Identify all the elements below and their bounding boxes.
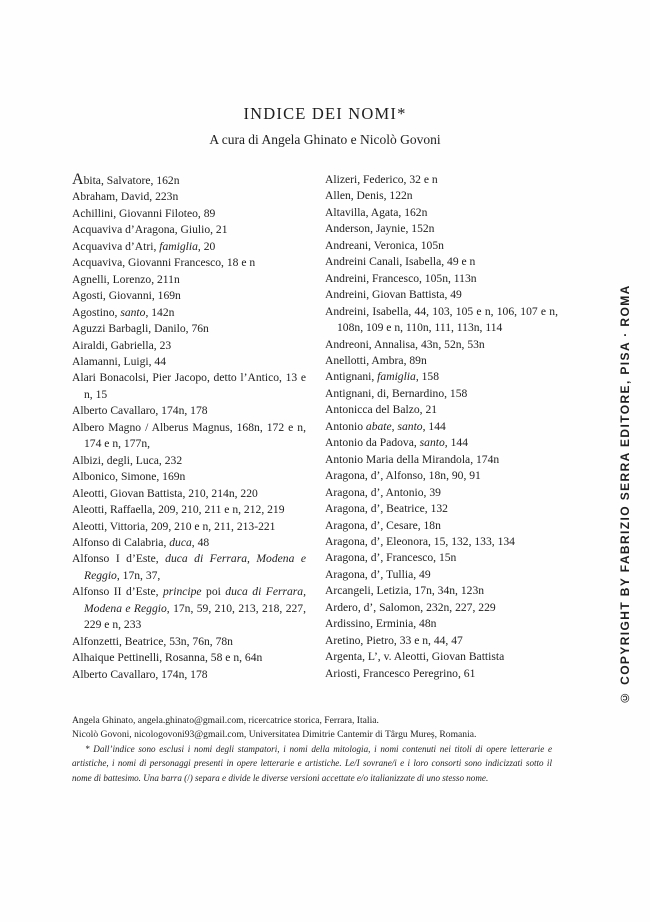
entry-text: Andreini Canali, Isabella, 49 e n <box>325 255 476 269</box>
index-entry <box>325 172 558 188</box>
entry-text: Alfonso II d’Este, <box>72 585 163 599</box>
entry-text: Allen, Denis, 122n <box>325 189 413 203</box>
index-entry <box>325 666 558 682</box>
index-entry <box>72 354 306 370</box>
entry-text: Anderson, Jaynie, 152n <box>325 222 435 236</box>
index-entry <box>325 238 558 254</box>
entry-italic-text: principe <box>162 585 202 599</box>
entry-text: Aragona, d’, Alfonso, 18n, 90, 91 <box>325 469 481 483</box>
entry-text: Aragona, d’, Cesare, 18n <box>325 518 441 532</box>
entry-text: , <box>391 419 398 433</box>
entry-text: Agostino, <box>72 305 121 319</box>
index-entry <box>72 305 306 321</box>
entry-text: Acquaviva d’Aragona, Giulio, 21 <box>72 223 228 237</box>
entry-text: Albonico, Simone, 169n <box>72 470 186 484</box>
index-entry <box>325 452 558 468</box>
entry-text: , 20 <box>197 239 216 253</box>
footnote-text-end: ) separa e divide le diverse versioni accettate e/o italianizzate di uno stesso nome. <box>189 772 489 783</box>
index-entry <box>325 649 558 665</box>
entry-text: , 144 <box>444 436 468 450</box>
entry-text: Aragona, d’, Beatrice, 132 <box>325 502 448 516</box>
index-entry <box>325 485 558 501</box>
entry-text: Antignani, <box>325 370 378 384</box>
index-entry <box>72 535 306 551</box>
index-entry <box>72 650 306 666</box>
entry-text: Aguzzi Barbagli, Danilo, 76n <box>72 322 209 336</box>
index-entry <box>72 519 306 535</box>
entry-text: Andreani, Veronica, 105n <box>325 238 444 252</box>
entry-text: Altavilla, Agata, 162n <box>325 205 428 219</box>
footnote-text-start: * Dall’indice sono esclusi i nomi degli stampatori, i nomi della mitologia, i nomi contenuti nei titoli di opere letterarie e artistiche, i nomi di personaggi presenti in opere letterarie e artistiche. Le/I sovrane/i e i loro consorti sono indicizzati sotto il nome di battesimo. Una barra ( <box>72 744 552 783</box>
entry-text: Aragona, d’, Eleonora, 15, 132, 133, 134 <box>325 534 515 548</box>
entry-text: , 144 <box>422 419 446 433</box>
index-entry <box>72 469 306 485</box>
entry-text: , 17n, 37, <box>116 568 161 582</box>
index-entry <box>72 584 306 633</box>
index-entry <box>325 254 558 270</box>
entry-text: Acquaviva, Giovanni Francesco, 18 e n <box>72 256 256 270</box>
entry-italic-text: abate <box>365 419 392 433</box>
index-column-left <box>72 172 306 683</box>
entry-text: Airaldi, Gabriella, 23 <box>72 338 172 352</box>
entry-italic-text: duca di Ferrara, Modena e Reggio <box>84 552 306 582</box>
copyright-side-label: © COPYRIGHT BY FABRIZIO SERRA EDITORE, PISA · ROMA <box>618 284 632 705</box>
index-entry <box>72 667 306 683</box>
index-entry <box>72 420 306 453</box>
entry-text: Agosti, Giovanni, 169n <box>72 289 181 303</box>
entry-text: Alari Bonacolsi, Pier Jacopo, detto l’Antico, 13 e n, 15 <box>72 371 306 401</box>
index-entries-right <box>325 172 558 682</box>
entry-text: , 142n <box>145 305 175 319</box>
entry-italic-text: santo <box>120 305 146 319</box>
index-entry <box>325 337 558 353</box>
entry-text: Agnelli, Lorenzo, 211n <box>72 272 180 286</box>
entry-text: Andreini, Isabella, 44, 103, 105 e n, 106, 107 e n, 108n, 109 e n, 110n, 111, 113n, 114 <box>325 304 558 335</box>
entry-text: Albizi, degli, Luca, 232 <box>72 453 183 467</box>
entry-italic-text: duca di Ferrara, Modena e Reggio <box>84 585 306 615</box>
index-subtitle: A cura di Angela Ghinato e Nicolò Govoni <box>209 132 441 147</box>
entry-text: Alfonso I d’Este, <box>72 552 166 566</box>
index-entry <box>325 550 558 566</box>
entry-text: Argenta, L’, v. Aleotti, Giovan Battista <box>325 650 505 664</box>
index-entry <box>72 255 306 271</box>
index-entry <box>72 222 306 238</box>
entry-text: Alhaique Pettinelli, Rosanna, 58 e n, 64n <box>72 651 263 665</box>
index-entry <box>72 189 306 205</box>
entry-text: Aleotti, Giovan Battista, 210, 214n, 220 <box>72 486 258 500</box>
entry-text: Alberto Cavallaro, 174n, 178 <box>72 667 208 681</box>
entry-italic-text: famiglia <box>377 370 416 384</box>
entry-text: Aragona, d’, Francesco, 15n <box>325 551 457 565</box>
entry-text: Anellotti, Ambra, 89n <box>325 353 427 367</box>
index-entry <box>325 304 558 337</box>
entry-text: Alberto Cavallaro, 174n, 178 <box>72 404 208 418</box>
index-entry <box>325 386 558 402</box>
index-footnote <box>72 742 552 785</box>
index-entry <box>325 271 558 287</box>
index-entry <box>325 353 558 369</box>
index-entry <box>72 403 306 419</box>
footnote-slash: / <box>187 772 190 783</box>
index-entry <box>325 501 558 517</box>
first-entry-text: bita, Salvatore, 162n <box>83 174 180 187</box>
index-entry <box>72 206 306 222</box>
entry-text: Aretino, Pietro, 33 e n, 44, 47 <box>325 633 463 647</box>
entry-text: Ardissino, Erminia, 48n <box>325 617 437 631</box>
index-entry <box>72 288 306 304</box>
index-entry <box>325 419 558 435</box>
entry-text: Antonio da Padova, <box>325 436 420 450</box>
entry-text: Antignani, di, Bernardino, 158 <box>325 386 468 400</box>
index-entry <box>325 567 558 583</box>
entry-text: Alizeri, Federico, 32 e n <box>325 173 438 186</box>
index-entry <box>325 633 558 649</box>
drop-capital: A <box>72 171 84 188</box>
author-note-govoni: Nicolò Govoni, nicologovoni93@gmail.com, Universitatea Dimitrie Cantemir di Târgu Mureș, Romania. <box>72 729 477 740</box>
index-entry <box>72 634 306 650</box>
entry-text: , 158 <box>415 370 440 384</box>
entry-text: Aleotti, Raffaella, 209, 210, 211 e n, 212, 219 <box>72 503 285 517</box>
index-entry <box>72 502 306 518</box>
index-entry <box>325 205 558 221</box>
index-entry <box>72 453 306 469</box>
author-notes <box>72 714 552 785</box>
entry-text: Antonio <box>325 419 366 433</box>
entry-text: Ariosti, Francesco Peregrino, 61 <box>325 666 476 680</box>
entry-text: , 17n, 59, 210, 213, 218, 227, 229 e n, 233 <box>84 601 306 632</box>
entry-text: Achillini, Giovanni Filoteo, 89 <box>72 206 216 220</box>
index-column-right <box>325 172 558 682</box>
index-entry <box>72 272 306 288</box>
entry-text: Alfonzetti, Beatrice, 53n, 76n, 78n <box>72 634 233 648</box>
index-entry <box>325 435 558 451</box>
entry-text: Aragona, d’, Tullia, 49 <box>325 567 431 581</box>
entry-text: Aleotti, Vittoria, 209, 210 e n, 211, 213-221 <box>72 519 276 533</box>
entry-text: Alamanni, Luigi, 44 <box>72 354 167 368</box>
entry-italic-text: santo <box>397 419 423 433</box>
index-entry <box>325 221 558 237</box>
index-entry <box>72 338 306 354</box>
index-title: INDICE DEI NOMI* <box>243 104 407 123</box>
index-entry <box>325 468 558 484</box>
entry-text: Andreini, Giovan Battista, 49 <box>325 288 462 302</box>
entry-text: Andreini, Francesco, 105n, 113n <box>325 271 477 285</box>
index-entry <box>325 518 558 534</box>
entry-text: , 48 <box>191 535 210 549</box>
index-entry <box>325 583 558 599</box>
index-entry <box>325 369 558 385</box>
index-entries-left <box>72 189 306 683</box>
entry-text: Antonio Maria della Mirandola, 174n <box>325 452 500 466</box>
index-entry <box>325 402 558 418</box>
entry-italic-text: duca <box>169 535 192 549</box>
index-entry <box>72 551 306 584</box>
entry-text: Abraham, David, 223n <box>72 190 179 204</box>
index-entry <box>72 486 306 502</box>
entry-text: Ardero, d’, Salomon, 232n, 227, 229 <box>325 600 496 614</box>
index-entry <box>325 534 558 550</box>
index-entry <box>325 600 558 616</box>
index-entry <box>72 321 306 337</box>
entry-text: Alfonso di Calabria, <box>72 535 170 549</box>
entry-text: Albero Magno / Alberus Magnus, 168n, 172 e n, 174 e n, 177n, <box>72 420 306 451</box>
index-entry-first <box>72 172 306 189</box>
entry-italic-text: santo <box>419 436 445 450</box>
entry-text: Andreoni, Annalisa, 43n, 52n, 53n <box>325 337 485 351</box>
index-entry <box>72 239 306 255</box>
entry-text: Antonicca del Balzo, 21 <box>325 403 438 417</box>
author-note-ghinato: Angela Ghinato, angela.ghinato@gmail.com, ricercatrice storica, Ferrara, Italia. <box>72 715 379 726</box>
index-entry <box>325 188 558 204</box>
index-entry <box>72 370 306 403</box>
entry-text: Aragona, d’, Antonio, 39 <box>325 485 441 499</box>
entry-text: Acquaviva d’Atri, <box>72 239 160 253</box>
index-entry <box>325 287 558 303</box>
entry-italic-text: famiglia <box>159 239 198 253</box>
entry-text: Arcangeli, Letizia, 17n, 34n, 123n <box>325 584 485 598</box>
entry-text: poi <box>201 585 226 599</box>
index-entry <box>325 616 558 632</box>
